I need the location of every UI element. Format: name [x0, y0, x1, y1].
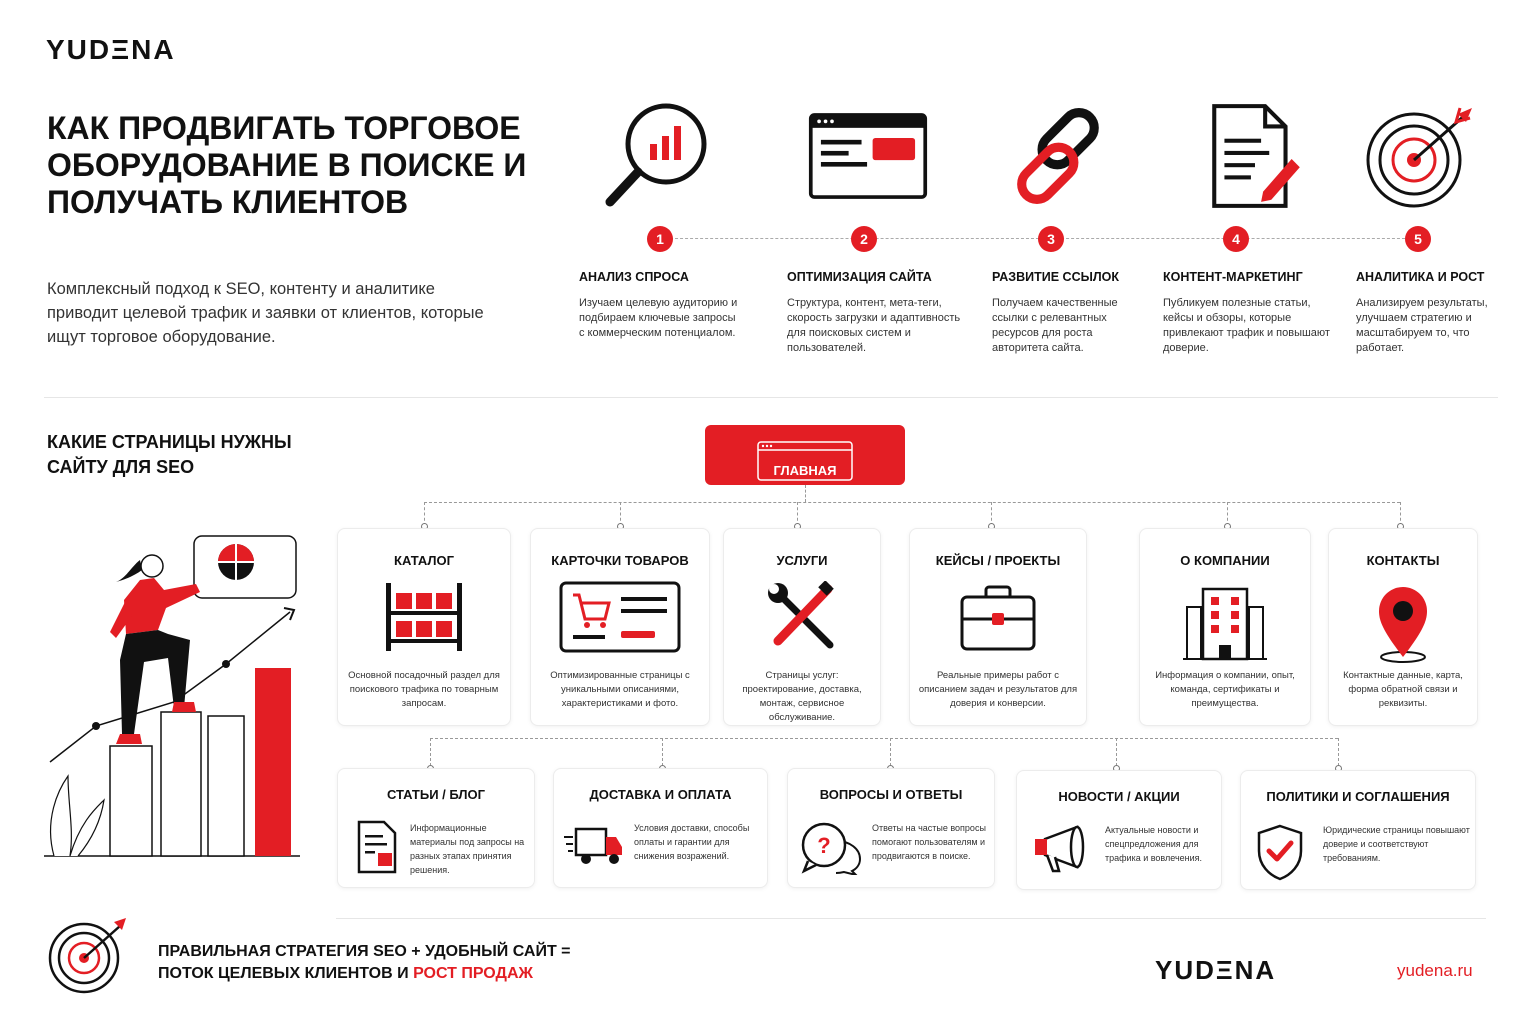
map-pin-icon	[1373, 587, 1433, 663]
card-title: КЕЙСЫ / ПРОЕКТЫ	[935, 553, 1061, 568]
step-desc-3: Получаем качественные ссылки с релевантных ресурсов для роста авторитета сайта.	[992, 297, 1118, 354]
connector	[1338, 738, 1339, 766]
question-bubble-icon	[800, 821, 862, 875]
connector	[430, 738, 1338, 739]
card-desc: Оптимизированные страницы с уникальными описаниями, характеристиками и фото.	[550, 670, 690, 709]
document-pen-icon	[1196, 100, 1316, 212]
step-desc-4: Публикуем полезные статьи, кейсы и обзоры, которые привлекают трафик и повышают доверие.	[1163, 297, 1330, 354]
card-desc: Реальные примеры работ с описанием задач и результатов для доверия и конверсии.	[918, 670, 1078, 709]
page-card-delivery[interactable]	[553, 768, 768, 888]
step-title-1: АНАЛИЗ СПРОСА	[579, 270, 689, 284]
page-card-catalog[interactable]	[337, 528, 511, 726]
site-link[interactable]: yudena.ru	[1397, 961, 1473, 980]
page-card-news[interactable]	[1016, 770, 1222, 890]
main-page-box	[705, 425, 905, 485]
megaphone-icon	[1031, 823, 1091, 875]
card-title: ПОЛИТИКИ И СОГЛАШЕНИЯ	[1266, 789, 1450, 804]
magnifier-chart-icon	[600, 100, 720, 212]
browser-window-icon	[808, 100, 928, 212]
step-number-2: 2	[851, 226, 877, 252]
footer-slogan	[158, 941, 571, 985]
svg-text:?: ?	[817, 833, 831, 858]
card-title: УСЛУГИ	[776, 553, 828, 568]
page-card-contacts[interactable]	[1328, 528, 1478, 726]
connector	[1116, 738, 1117, 766]
card-title: КАТАЛОГ	[394, 553, 454, 568]
step-number-4: 4	[1223, 226, 1249, 252]
card-desc: Информация о компании, опыт, команда, сертификаты и преимущества.	[1155, 670, 1295, 709]
footer-line-2-prefix: ПОТОК ЦЕЛЕВЫХ КЛИЕНТОВ И	[158, 965, 414, 982]
card-desc: Юридические страницы повышают доверие и соответствуют требованиям.	[1323, 825, 1470, 863]
connector	[424, 502, 1400, 503]
shelves-icon	[384, 581, 464, 653]
card-desc: Страницы услуг: проектирование, доставка, монтаж, сервисное обслуживание.	[742, 670, 862, 723]
target-arrow-icon	[46, 916, 130, 996]
card-title: КАРТОЧКИ ТОВАРОВ	[551, 553, 689, 568]
step-number-5: 5	[1405, 226, 1431, 252]
step-title-2: ОПТИМИЗАЦИЯ САЙТА	[787, 270, 932, 284]
article-icon	[356, 819, 398, 875]
card-title: О КОМПАНИИ	[1180, 553, 1270, 568]
card-title: СТАТЬИ / БЛОГ	[386, 787, 485, 802]
truck-icon	[564, 825, 624, 869]
step-number-3: 3	[1038, 226, 1064, 252]
step-title-4: КОНТЕНТ-МАРКЕТИНГ	[1163, 270, 1303, 284]
page-title: КАК ПРОДВИГАТЬ ТОРГОВОЕ ОБОРУДОВАНИЕ В ПОИСКЕ И ПОЛУЧАТЬ КЛИЕНТОВ	[47, 110, 527, 220]
tools-icon	[766, 581, 838, 653]
brand-logo-footer: YUDΞNA	[1155, 955, 1277, 985]
card-title: ДОСТАВКА И ОПЛАТА	[589, 787, 732, 802]
shield-check-icon	[1255, 823, 1305, 881]
card-title: ВОПРОСЫ И ОТВЕТЫ	[819, 787, 963, 802]
footer-divider	[336, 918, 1486, 919]
section-title: КАКИЕ СТРАНИЦЫ НУЖНЫ САЙТУ ДЛЯ SEO	[47, 432, 292, 477]
footer-accent: РОСТ ПРОДАЖ	[413, 965, 533, 982]
card-desc: Контактные данные, карта, форма обратной связи и реквизиты.	[1343, 670, 1463, 709]
card-desc: Условия доставки, способы оплаты и гарантии для снижения возражений.	[634, 823, 750, 861]
step-title-5: АНАЛИТИКА И РОСТ	[1356, 270, 1485, 284]
card-desc: Ответы на частые вопросы помогают пользователям и продвигаются в поиске.	[872, 823, 986, 861]
page-card-products[interactable]	[530, 528, 710, 726]
step-desc-2: Структура, контент, мета-теги, скорость загрузки и адаптивность для поисковых систем и пользователей.	[787, 297, 961, 354]
briefcase-icon	[960, 581, 1036, 653]
product-card-icon	[559, 581, 681, 653]
card-title: КОНТАКТЫ	[1366, 553, 1440, 568]
page-card-services[interactable]	[723, 528, 881, 726]
connector	[662, 738, 663, 766]
page-card-cases[interactable]	[909, 528, 1087, 726]
main-page-label: ГЛАВНАЯ	[773, 463, 837, 478]
card-desc: Информационные материалы под запросы на разных этапах принятия решения.	[410, 823, 525, 875]
building-icon	[1183, 587, 1267, 661]
step-desc-1: Изучаем целевую аудиторию и подбираем ключевые запросы с коммерческим потенциалом.	[579, 297, 738, 339]
card-title: НОВОСТИ / АКЦИИ	[1058, 789, 1180, 804]
connector	[805, 485, 806, 502]
connector	[430, 738, 431, 766]
footer-line-2	[158, 963, 571, 985]
card-desc: Основной посадочный раздел для поискового трафика по товарным запросам.	[348, 670, 500, 709]
brand-logo: YUDΞNA	[46, 34, 176, 65]
step-title-3: РАЗВИТИЕ ССЫЛОК	[992, 270, 1119, 284]
page-card-blog[interactable]	[337, 768, 535, 888]
card-desc: Актуальные новости и спецпредложения для трафика и вовлечения.	[1105, 825, 1203, 863]
footer-line-1: ПРАВИЛЬНАЯ СТРАТЕГИЯ SEO + УДОБНЫЙ САЙТ =	[158, 943, 571, 960]
page-card-about[interactable]	[1139, 528, 1311, 726]
step-number-1: 1	[647, 226, 673, 252]
target-arrow-icon	[1360, 100, 1480, 212]
section-divider	[44, 397, 1498, 398]
page-subtitle: Комплексный подход к SEO, контенту и аналитике приводит целевой трафик и заявки от клиентов, которые ищут торговое оборудование.	[47, 280, 484, 346]
growth-illustration	[44, 530, 304, 860]
step-desc-5: Анализируем результаты, улучшаем стратегию и масштабируем то, что работает.	[1356, 297, 1488, 354]
connector	[890, 738, 891, 766]
page-card-policies[interactable]	[1240, 770, 1476, 890]
page-card-faq[interactable]	[787, 768, 995, 888]
chain-link-icon	[1000, 100, 1120, 212]
